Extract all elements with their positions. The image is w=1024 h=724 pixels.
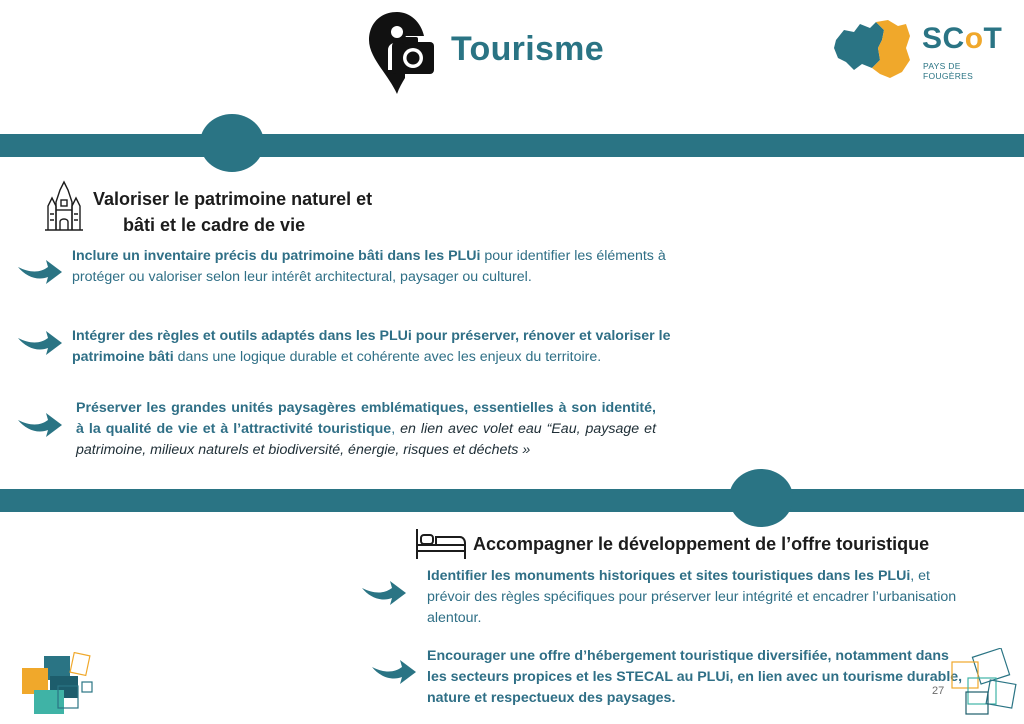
arrow-icon	[16, 410, 64, 440]
map-pin-camera-icon	[366, 10, 436, 96]
logo-subtitle: PAYS DE FOUGÈRES	[923, 61, 974, 81]
divider-circle	[729, 469, 793, 527]
section-title-offre-touristique: Accompagner le développement de l’offre touristique	[473, 534, 930, 554]
castle-icon	[42, 180, 86, 232]
decorative-squares-icon	[20, 652, 100, 718]
section-divider-band	[0, 134, 1024, 157]
bed-icon	[414, 527, 468, 561]
territory-map-icon	[832, 18, 912, 80]
section-divider-band	[0, 489, 1024, 512]
decorative-squares-icon	[946, 648, 1018, 718]
arrow-icon	[16, 257, 64, 287]
list-item: Intégrer des règles et outils adaptés dans les PLUi pour préserver, rénover et valoriser le patrimoine bâti dans une logique durable et cohérente avec les enjeux du territoire.	[72, 328, 671, 365]
list-item: Encourager une offre d’hébergement touristique diversifiée, notamment dans les secteurs propices et les STECAL au PLUi, en lien avec un tourisme durable, nature et respectueux des paysages.	[427, 648, 963, 706]
page-title: Tourisme	[451, 30, 604, 68]
page-number: 27	[932, 685, 945, 697]
divider-circle	[200, 114, 264, 172]
arrow-icon	[370, 657, 418, 687]
arrow-icon	[16, 328, 64, 358]
section-title-patrimoine: Valoriser le patrimoine naturel et bâti et le cadre de vie	[93, 189, 373, 235]
list-item: Identifier les monuments historiques et sites touristiques dans les PLUi, et prévoir des règles spécifiques pour préserver leur intégrité et encadrer l’urbanisation alentour.	[427, 568, 957, 626]
logo-wordmark: SCoT	[922, 22, 1003, 55]
scot-logo	[832, 14, 1012, 82]
list-item: Inclure un inventaire précis du patrimoine bâti dans les PLUi pour identifier les éléments à protéger ou valoriser selon leur intérêt architectural, paysager ou culturel.	[72, 248, 666, 285]
list-item: Préserver les grandes unités paysagères emblématiques, essentielles à son identité, à la qualité de vie et à l’attractivité touristique, en lien avec volet eau “Eau, paysage et patrimoine, milieux naturels et biodiversité, énergie, risques et déchets »	[76, 400, 657, 458]
arrow-icon	[360, 578, 408, 608]
